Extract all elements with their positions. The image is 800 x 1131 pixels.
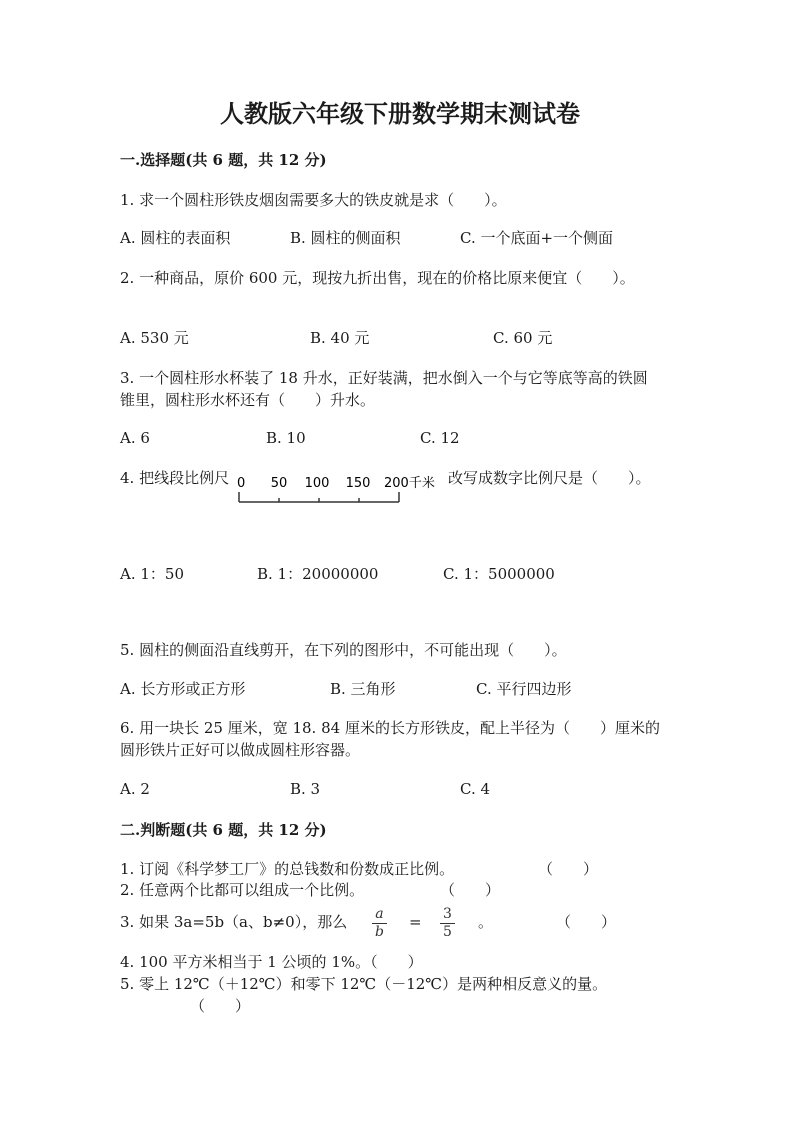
j1-answer-paren: （ ） [538, 860, 599, 878]
scale-bar-figure [232, 472, 447, 512]
q4-option-a: A. 1：50 [120, 565, 184, 583]
q3-option-b: B. 10 [266, 429, 306, 447]
q1-option-b: B. 圆柱的侧面积 [290, 229, 401, 247]
j2-answer-paren: （ ） [440, 881, 501, 899]
q5-option-a: A. 长方形或正方形 [120, 680, 246, 698]
q4-option-b: B. 1：20000000 [257, 565, 379, 583]
q5-option-b: B. 三角形 [330, 680, 396, 698]
scale-label-0: 0 [237, 476, 246, 491]
j3-stem: 3. 如果 3a=5b（a、b≠0），那么 [120, 913, 348, 931]
j3-period: 。 [478, 913, 494, 931]
q4-option-c: C. 1：5000000 [443, 565, 555, 583]
scale-label-100: 100 [304, 476, 330, 491]
q2-option-a: A. 530 元 [120, 329, 189, 347]
q4-stem-after: 改写成数字比例尺是（ ）。 [448, 469, 651, 487]
q2-stem: 2. 一种商品，原价 600 元，现按九折出售，现在的价格比原来便宜（ ）。 [120, 269, 635, 287]
page-title: 人教版六年级下册数学期末测试卷 [220, 99, 580, 128]
q6-stem-line2: 圆形铁片正好可以做成圆柱形容器。 [120, 741, 361, 759]
q6-stem-line1: 6. 用一块长 25 厘米，宽 18. 84 厘米的长方形铁皮，配上半径为（ ）厘米的 [120, 719, 660, 737]
scale-label-150: 150 [345, 476, 371, 491]
q1-option-c: C. 一个底面+一个侧面 [460, 229, 614, 247]
equals-sign: = [409, 913, 422, 931]
j2-stem: 2. 任意两个比都可以组成一个比例。 [120, 881, 365, 899]
fraction-a-over-b: $\frac{a}{b}$ [372, 906, 387, 941]
q6-option-b: B. 3 [290, 780, 321, 798]
section-heading-choice: 一.选择题(共 6 题，共 12 分) [120, 151, 327, 169]
q2-option-b: B. 40 元 [310, 329, 370, 347]
j5-stem: 5. 零上 12℃（＋12℃）和零下 12℃（－12℃）是两种相反意义的量。 [120, 975, 608, 993]
q2-option-c: C. 60 元 [493, 329, 553, 347]
q1-option-a: A. 圆柱的表面积 [120, 229, 231, 247]
fraction-3-over-5: $\frac{3}{5}$ [440, 906, 455, 941]
q4-stem-before: 4. 把线段比例尺 [120, 469, 230, 487]
q6-option-a: A. 2 [120, 780, 150, 798]
q5-option-c: C. 平行四边形 [476, 680, 572, 698]
q1-stem: 1. 求一个圆柱形铁皮烟囱需要多大的铁皮就是求（ ）。 [120, 191, 507, 209]
q3-stem-line1: 3. 一个圆柱形水杯装了 18 升水，正好装满，把水倒入一个与它等底等高的铁圆 [120, 369, 648, 387]
j3-answer-paren: （ ） [556, 913, 617, 931]
q6-option-c: C. 4 [460, 780, 491, 798]
q3-stem-line2: 锥里，圆柱形水杯还有（ ）升水。 [120, 391, 376, 409]
j4-stem: 4. 100 平方米相当于 1 公顷的 1%。（ ） [120, 953, 423, 971]
q3-option-c: C. 12 [420, 429, 460, 447]
scale-label-200: 200千米 [384, 476, 435, 491]
section-heading-judgment: 二.判断题(共 6 题，共 12 分) [120, 821, 327, 839]
j5-answer-paren: （ ） [190, 997, 251, 1015]
q3-option-a: A. 6 [120, 429, 150, 447]
j1-stem: 1. 订阅《科学梦工厂》的总钱数和份数成正比例。 [120, 860, 455, 878]
scale-label-50: 50 [270, 476, 288, 491]
q5-stem: 5. 圆柱的侧面沿直线剪开，在下列的图形中，不可能出现（ ）。 [120, 641, 567, 659]
